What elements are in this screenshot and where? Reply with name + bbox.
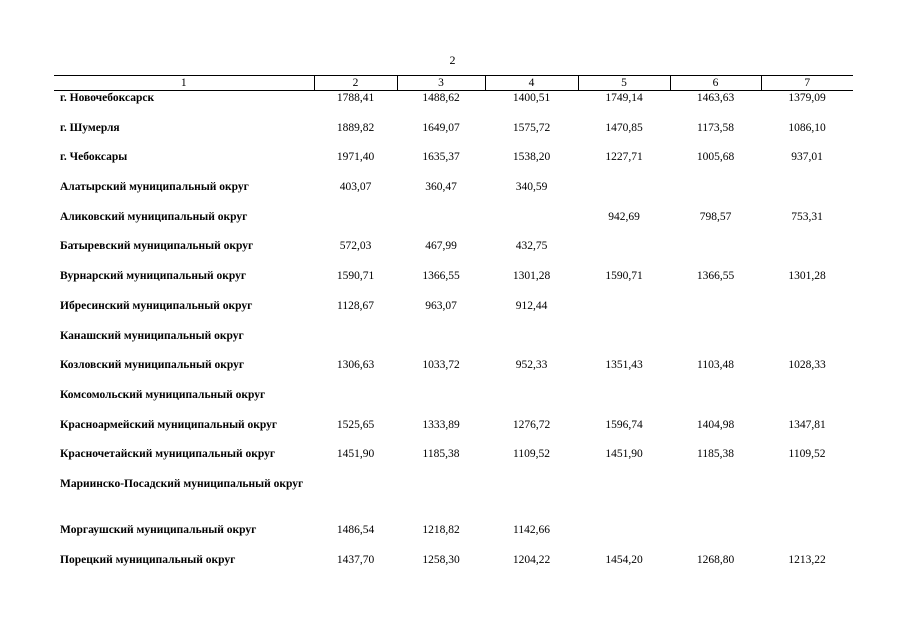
value-cell <box>578 388 670 418</box>
district-name-cell: г. Шумерля <box>60 121 120 134</box>
table-row <box>54 239 853 269</box>
value-cell: 1028,33 <box>788 359 826 372</box>
value-cell <box>761 523 853 553</box>
value-cell: 1400,51 <box>512 92 551 104</box>
value-cell <box>761 477 853 523</box>
value-cell: 1596,74 <box>605 418 643 431</box>
table-row <box>54 269 853 299</box>
value-cell: 1451,90 <box>605 448 643 461</box>
value-cell: 1213,22 <box>788 553 826 566</box>
table-row <box>54 150 853 180</box>
value-cell: 1301,28 <box>512 270 551 283</box>
value-cell <box>761 180 853 210</box>
district-name-cell: Моргаушский муниципальный округ <box>60 523 257 536</box>
header-row <box>54 76 853 91</box>
value-cell: 942,69 <box>608 210 640 223</box>
value-cell: 1451,90 <box>336 448 375 461</box>
value-cell <box>314 329 397 359</box>
value-cell <box>670 239 761 269</box>
value-cell: 1749,14 <box>605 92 643 104</box>
value-cell: 1142,66 <box>513 523 550 536</box>
value-cell <box>397 388 485 418</box>
table-row <box>54 358 853 388</box>
value-cell: 1204,22 <box>512 553 551 566</box>
value-cell: 1575,72 <box>512 121 551 134</box>
value-cell <box>761 388 853 418</box>
page-number: 2 <box>449 53 456 67</box>
value-cell <box>397 329 485 359</box>
value-cell: 1005,68 <box>696 151 735 164</box>
value-cell <box>578 329 670 359</box>
table-row <box>54 523 853 553</box>
value-cell <box>761 239 853 269</box>
district-name-cell: Ибресинский муниципальный округ <box>60 299 253 312</box>
value-cell: 1437,70 <box>336 553 375 566</box>
value-cell: 1404,98 <box>696 418 735 431</box>
column-header: 7 <box>761 76 853 91</box>
column-header: 3 <box>397 76 485 91</box>
value-cell: 912,44 <box>515 299 548 312</box>
table-row <box>54 553 853 583</box>
value-cell: 1173,58 <box>697 121 734 134</box>
value-cell: 1649,07 <box>422 121 460 134</box>
value-cell: 1033,72 <box>422 359 460 372</box>
value-cell <box>670 180 761 210</box>
value-cell: 1590,71 <box>605 270 643 283</box>
value-cell: 1889,82 <box>336 121 375 134</box>
value-cell <box>578 299 670 329</box>
column-header: 4 <box>485 76 578 91</box>
value-cell <box>485 210 578 240</box>
value-cell: 963,07 <box>425 299 457 312</box>
table-row <box>54 477 853 523</box>
column-header: 2 <box>314 76 397 91</box>
value-cell: 1366,55 <box>422 270 460 283</box>
value-cell: 1788,41 <box>336 92 375 104</box>
value-cell: 1185,38 <box>697 448 734 461</box>
district-name-cell: г. Новочебоксарск <box>60 92 155 104</box>
value-cell: 1525,65 <box>336 418 375 431</box>
district-name-cell: Мариинско-Посадский муниципальный округ <box>60 477 304 490</box>
value-cell: 1103,48 <box>697 359 734 372</box>
value-cell: 1351,43 <box>605 359 643 372</box>
value-cell: 1538,20 <box>512 151 551 164</box>
value-cell: 1258,30 <box>422 553 460 566</box>
value-cell <box>314 210 397 240</box>
value-cell: 467,99 <box>425 240 457 253</box>
district-name-cell: Комсомольский муниципальный округ <box>60 388 266 401</box>
value-cell: 1276,72 <box>512 418 551 431</box>
value-cell <box>485 477 578 523</box>
value-cell: 1366,55 <box>696 270 735 283</box>
value-cell: 1347,81 <box>788 418 826 431</box>
value-cell <box>670 523 761 553</box>
district-name-cell: Аликовский муниципальный округ <box>60 210 248 223</box>
value-cell: 360,47 <box>425 181 457 194</box>
value-cell: 1590,71 <box>336 270 375 283</box>
table-row <box>54 121 853 151</box>
table-row <box>54 299 853 329</box>
value-cell: 1218,82 <box>422 523 460 536</box>
column-header: 6 <box>670 76 761 91</box>
value-cell: 1488,62 <box>422 92 460 104</box>
district-name-cell: Красночетайский муниципальный округ <box>60 448 276 461</box>
district-name-cell: Красноармейский муниципальный округ <box>60 418 278 431</box>
value-cell <box>670 329 761 359</box>
value-cell <box>761 329 853 359</box>
value-cell: 403,07 <box>339 181 372 194</box>
district-name-cell: г. Чебоксары <box>60 151 128 164</box>
table-row <box>54 447 853 477</box>
district-name-cell: Порецкий муниципальный округ <box>60 553 236 566</box>
value-cell: 1185,38 <box>422 448 460 461</box>
value-cell <box>314 388 397 418</box>
value-cell: 1470,85 <box>605 121 643 134</box>
value-cell: 1379,09 <box>788 92 826 104</box>
value-cell: 798,57 <box>699 210 732 223</box>
value-cell: 1635,37 <box>422 151 460 164</box>
value-cell <box>397 477 485 523</box>
table-row <box>54 329 853 359</box>
value-cell <box>485 388 578 418</box>
value-cell: 1463,63 <box>696 92 735 104</box>
value-cell: 340,59 <box>515 181 548 194</box>
value-cell <box>578 523 670 553</box>
district-name-cell: Вурнарский муниципальный округ <box>60 270 247 283</box>
value-cell <box>761 299 853 329</box>
value-cell: 1128,67 <box>337 299 374 312</box>
data-table <box>54 75 853 582</box>
table-row <box>54 388 853 418</box>
value-cell: 1333,89 <box>422 418 460 431</box>
district-name-cell: Козловский муниципальный округ <box>60 359 245 372</box>
value-cell <box>485 329 578 359</box>
value-cell: 1454,20 <box>605 553 643 566</box>
value-cell <box>314 477 397 523</box>
value-cell: 1109,52 <box>788 448 826 461</box>
value-cell: 432,75 <box>515 240 548 253</box>
value-cell: 1301,28 <box>788 270 826 283</box>
value-cell <box>578 477 670 523</box>
value-cell <box>670 477 761 523</box>
value-cell: 572,03 <box>339 240 372 253</box>
table-row <box>54 418 853 448</box>
value-cell: 1109,52 <box>513 448 550 461</box>
value-cell <box>397 210 485 240</box>
value-cell: 1486,54 <box>336 523 375 536</box>
value-cell: 1268,80 <box>696 553 735 566</box>
value-cell: 937,01 <box>791 151 823 164</box>
value-cell: 1086,10 <box>788 121 826 134</box>
district-name-cell: Алатырский муниципальный округ <box>60 181 249 194</box>
value-cell <box>670 388 761 418</box>
value-cell: 1306,63 <box>336 359 375 372</box>
column-header: 1 <box>54 76 314 91</box>
value-cell: 952,33 <box>515 359 548 372</box>
value-cell: 1227,71 <box>605 151 643 164</box>
value-cell: 753,31 <box>791 210 823 223</box>
value-cell <box>670 299 761 329</box>
value-cell: 1971,40 <box>336 151 375 164</box>
table-row <box>54 91 853 121</box>
table-row <box>54 210 853 240</box>
district-name-cell: Батыревский муниципальный округ <box>60 240 254 253</box>
table-row <box>54 180 853 210</box>
district-name-cell: Канашский муниципальный округ <box>60 329 244 342</box>
column-header: 5 <box>578 76 670 91</box>
value-cell <box>578 239 670 269</box>
value-cell <box>578 180 670 210</box>
